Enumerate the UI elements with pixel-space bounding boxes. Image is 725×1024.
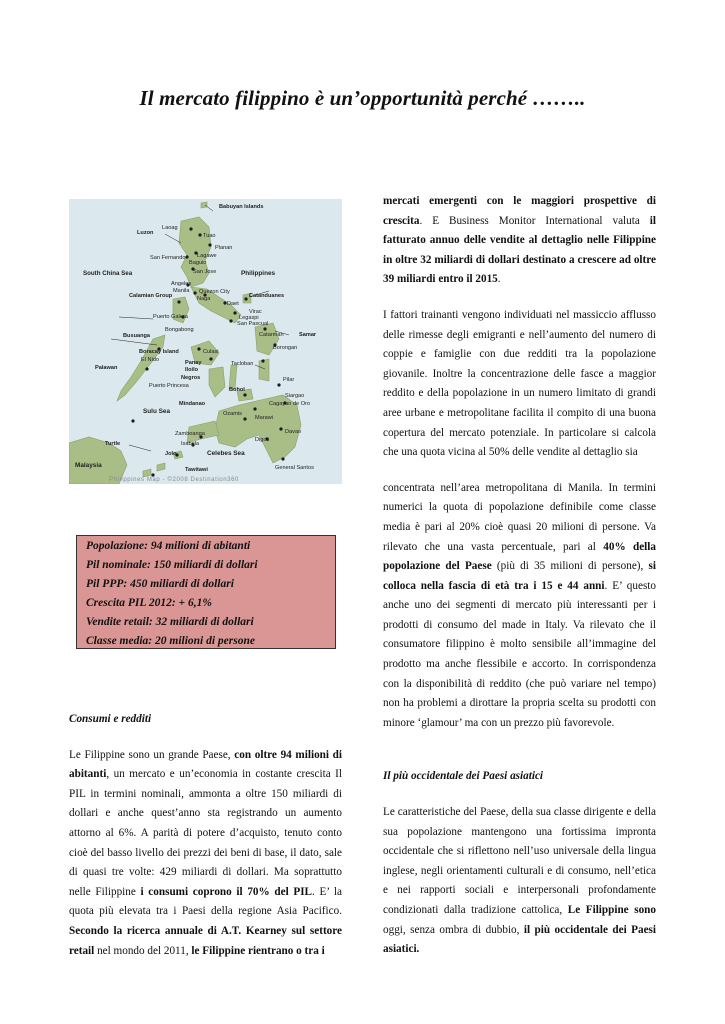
map-label-philippines: Philippines [241,270,276,277]
map-label-legaspi: Legaspi [239,315,259,321]
map-label-borongan: Borongan [273,345,298,351]
section-heading-occidentale: Il più occidentale dei Paesi asiatici [383,770,544,783]
map-label-daet: Daet [227,301,239,307]
paragraph-consumi [69,746,342,962]
text-run-bold: le Filippine rientrano o tra i [191,944,325,957]
map-label-palawan: Palawan [95,365,118,371]
map-label-ozamis: Ozamis [223,411,242,417]
map-label-tuao: Tuao [203,233,216,239]
map-label-baguio: Baguio [189,260,207,266]
text-run: Le Filippine sono un grande Paese, [69,748,235,761]
map-label-quezon: Quezon City [199,289,230,295]
map-label-tawitawi: Tawitawi [185,467,208,473]
map-label-bohol: Bohol [229,387,245,393]
left-column [69,710,342,961]
map-label-culasi: Culasi [203,349,219,355]
map-label-general-santos: General Santos [275,465,314,471]
text-run: oggi, senza ombra di dubbio, [383,923,524,936]
paragraph-mercati [383,192,656,290]
map-label-lagawe: Lagawe [197,253,217,259]
map-label-sulu-sea: Sulu Sea [143,408,170,415]
text-run-bold: i consumi coprono il 70% del PIL [140,885,313,898]
text-run: . E Business Monitor International valuta [419,214,650,227]
map-label-san-pascual: San Pascual [237,321,269,327]
stats-box [76,535,336,649]
map-label-panay: Panay [185,360,202,366]
map-label-iloilo: Iloilo [185,367,199,373]
map-label-cagayan: Cagayan de Oro [269,401,311,407]
map-label-manila: Manila [173,288,190,294]
map-label-puerto-princesa-1: Puerto Princesa [149,383,189,389]
text-run-bold: con oltre 94 milioni di abitanti [69,748,342,781]
stat-popolazione: Popolazione: 94 milioni di abitanti [86,540,251,552]
map-label-calamian: Calamian Group [129,293,173,299]
map-label-digos: Digos [255,437,270,443]
right-column [383,192,656,960]
map-label-negros: Negros [181,375,201,381]
philippines-map [69,199,342,484]
map-label-celebes: Celebes Sea [207,450,245,457]
text-run-bold: Le Filippine sono [567,904,656,916]
map-label-puerto-galera: Puerto Galera [153,314,188,320]
map-label-mindanao: Mindanao [179,401,206,407]
map-label-zamboanga: Zamboanga [175,431,205,437]
map-graphic [69,199,342,484]
text-run-bold: il fatturato annuo delle vendite al dettaglio nelle Filippine in oltre 32 miliardi di dollari destinato a crescere ad oltre 39 miliardi entro il 2015 [383,214,656,286]
map-label-bongabong: Bongabong [165,327,194,333]
map-label-el-nido: El Nido [141,357,160,363]
paragraph-caratteristiche [383,803,656,960]
map-label-luzon: Luzon [137,230,154,236]
map-label-catanduanes: Catanduanes [249,293,285,299]
page-title: Il mercato filippino è un’opportunità perché …….. [139,86,586,110]
paragraph-fattori: I fattori trainanti vengono individuati nel massiccio afflusso delle rimesse degli emigranti e nell’aumento del numero di coppie e famiglie con due redditi tra la popolazione giovanile. Inoltre la concentrazione delle fasce a maggior reddito e della popolazione in un numero limitato di grandi aree urbane e metropolitane facilita il compito di una buona copertura del mercato potenziale. In particolare si calcola che una quota vicina al 50% delle vendite al dettaglio sia [383,308,656,459]
map-label-busuanga: Busuanga [123,333,151,339]
map-label-san-jose: San Jose [193,269,217,275]
map-label-siargao: Siargao [285,393,305,399]
map-label-turtle: Turtle [105,441,121,447]
map-label-samar: Samar [299,332,317,338]
map-label-jolo: Jolo [165,451,177,457]
map-label-naga: Naga [197,296,211,302]
section-heading-consumi: Consumi e redditi [69,713,152,725]
stat-crescita: Crescita PIL 2012: + 6,1% [86,597,212,609]
map-label-laoag: Laoag [162,225,178,231]
text-run: , un mercato e un’economia in costante crescita Il PIL in termini nominali, ammonta a oltre 150 miliardi di dollari e anche quest’anno sta registrando un aumento attorno al 6%. A parità di potere d’acquisto, tenuto conto cioè del basso livello dei prezzi dei beni di base, il dato, sale di quasi tre volte: 429 miliardi di dollari. Ma soprattutto nelle Filippine [69,768,342,898]
text-run-bold: mercati emergenti con le maggiori prospettive di crescita [383,195,656,227]
map-label-pilar: Pilar [283,377,295,383]
text-run: (più di 35 milioni di persone), [491,560,649,573]
stat-vendite-retail: Vendite retail: 32 miliardi di dollari [86,616,254,628]
map-label-marawi: Marawi [255,415,274,421]
map-label-angeles: Angeles [171,281,192,287]
map-label-babuyan: Babuyan Islands [219,204,264,210]
paragraph-manila [383,479,656,734]
map-credit: Philippines Map - ©2008 Destination360 [109,477,239,483]
text-run: concentrata nell’area metropolitana di Manila. In termini numerici la quota di popolazione definibile come classe media è pari al 20% cioè quasi 20 milioni di persone. Va rilevato che una vasta percentuale, pari al [383,481,656,553]
map-label-tacloban: Tacloban [231,361,254,367]
map-label-virac: Virac [249,309,262,315]
map-label-south-china-sea: South China Sea [83,270,133,277]
map-label-malaysia: Malaysia [75,462,102,469]
map-label-san-fernando: San Fernando [150,255,186,261]
text-run-bold: il più occidentale dei Paesi asiatici. [383,923,657,956]
text-run-bold: Secondo la ricerca annuale di A.T. Kearney sul settore retail [69,924,342,957]
text-run: . E’ la quota più elevata tra i Paesi della regione Asia Pacifico. [69,885,342,918]
stat-pil-nominale: Pil nominale: 150 miliardi di dollari [86,559,258,571]
text-run: . E’ questo anche uno dei segmenti di mercato più interessanti per i prodotti di consumo del made in Italy. Va rilevato che il consumatore filippino è molto sensibile all’immagine del prodotto ma anche flessibile e accorto. In corrispondenza con la disponibilità di reddito (che può variare nel tempo) non ha problemi a dirottare la propria scelta su prodotti con minore ‘glamour’ ma con un prezzo più favorevole. [383,579,656,729]
text-run: . [497,273,501,286]
map-label-isabela: Isabela [181,441,200,447]
text-run: nel mondo del 2011, [94,944,192,957]
map-label-planan: Planan [215,245,233,251]
text-run: Le caratteristiche del Paese, della sua classe dirigente e della sua popolazione mantengono una fortissima impronta occidentale che si riflettono nell’uso universale della lingua inglese, negli orientamenti culturali e di consumo, nell’etica e nei rapporti sociali e interpersonali profondamente condizionati dalla tradizione cattolica, [383,806,656,916]
text-run-bold: 40% della popolazione del Paese [383,540,656,573]
stat-classe-media: Classe media: 20 milioni di persone [86,635,255,647]
map-label-catarman: Catarman [259,332,284,338]
stat-pil-ppp: Pil PPP: 450 miliardi di dollari [86,578,234,590]
text-run-bold: si colloca nella fascia di età tra i 15 e 44 anni [383,560,657,592]
map-label-boracay: Boracay Island [139,349,179,355]
map-label-davao: Davao [285,429,302,435]
